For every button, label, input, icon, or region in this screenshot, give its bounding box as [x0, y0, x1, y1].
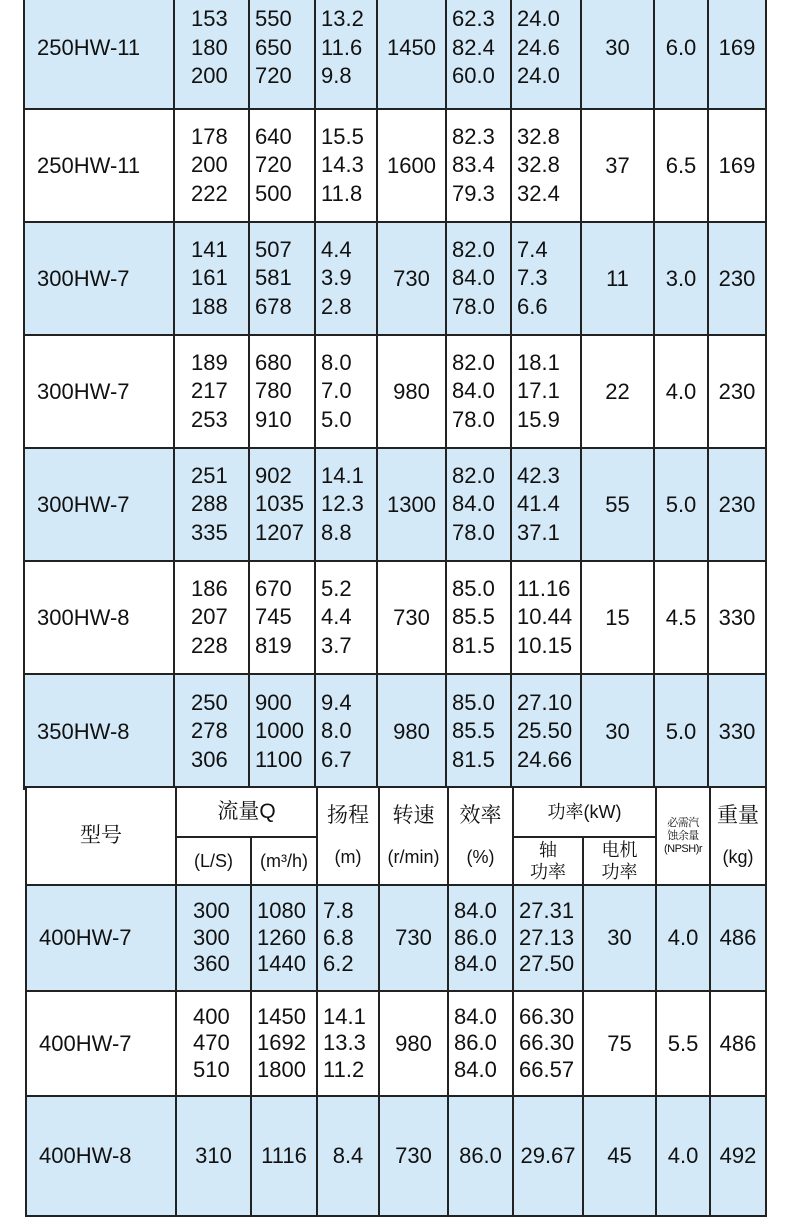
head-cell-value: 13.2: [321, 6, 364, 32]
flow-ls-cell-value: 510: [193, 1056, 230, 1082]
shaft-power-cell-value: 27.31: [519, 898, 575, 924]
npsh-cell: 6.5: [654, 109, 708, 222]
flow-m3h-cell-value: 745: [255, 604, 292, 630]
flow-ls-cell: [174, 561, 249, 674]
npsh-cell: 5.5: [656, 991, 710, 1096]
shaft-power-cell-value: 24.66: [517, 746, 573, 772]
pump-spec-table-bottom: [25, 786, 767, 1217]
efficiency-cell-value: 85.5: [452, 604, 495, 630]
flow-m3h-cell: [249, 674, 315, 789]
shaft-power-cell: [511, 561, 581, 674]
weight-cell: 230: [708, 222, 766, 335]
efficiency-cell: [448, 1096, 513, 1216]
head-cell-value: 4.4: [321, 604, 352, 630]
shaft-power-cell-value: 32.4: [517, 180, 560, 206]
flow-m3h-cell: [249, 448, 315, 561]
flow-m3h-cell: [251, 1096, 317, 1216]
shaft-power-cell-value: 32.8: [517, 123, 560, 149]
npsh-cell: 3.0: [654, 222, 708, 335]
shaft-power-cell: [511, 222, 581, 335]
header-flow-ls: (L/S): [176, 837, 251, 885]
head-cell: [317, 885, 379, 991]
flow-ls-cell-value: 278: [191, 718, 228, 744]
flow-m3h-cell-value: 720: [255, 63, 292, 89]
flow-ls-cell-value: 178: [191, 123, 228, 149]
speed-cell: 980: [377, 335, 446, 448]
shaft-power-cell: [511, 0, 581, 109]
table-row: [26, 885, 766, 991]
model-cell: 400HW-8: [26, 1096, 176, 1216]
shaft-power-cell-value: 10.15: [517, 632, 573, 658]
flow-m3h-cell-value: 819: [255, 632, 292, 658]
shaft-power-cell-value: 18.1: [517, 349, 560, 375]
model-cell: 300HW-7: [24, 222, 174, 335]
head-cell-value: 15.5: [321, 123, 364, 149]
efficiency-cell-value: 82.4: [452, 34, 495, 60]
flow-ls-cell-value: 306: [191, 746, 228, 772]
flow-m3h-cell-value: 900: [255, 689, 292, 715]
efficiency-cell: [446, 222, 511, 335]
shaft-power-cell-value: 6.6: [517, 293, 548, 319]
weight-cell: 169: [708, 0, 766, 109]
efficiency-cell: [448, 991, 513, 1096]
flow-m3h-cell-value: 1692: [257, 1030, 306, 1056]
head-cell-value: 8.0: [321, 349, 352, 375]
flow-m3h-cell-value: 1450: [257, 1003, 306, 1029]
shaft-power-cell-value: 17.1: [517, 378, 560, 404]
efficiency-cell: [446, 674, 511, 789]
header-npsh-2: 蚀余量: [667, 829, 699, 842]
header-shaft-power: [513, 837, 583, 885]
head-cell-value: 6.2: [323, 951, 354, 977]
head-cell-value: 11.6: [321, 34, 363, 60]
flow-m3h-cell-value: 902: [255, 462, 292, 488]
table-row: [26, 991, 766, 1096]
speed-cell: 980: [379, 991, 448, 1096]
table-row: [26, 1096, 766, 1216]
motor-power-cell: 30: [583, 885, 656, 991]
header-flow-m3h: (m³/h): [251, 837, 317, 885]
head-cell: [315, 109, 377, 222]
shaft-power-cell-value: 24.0: [517, 63, 560, 89]
shaft-power-cell-value: 25.50: [517, 718, 573, 744]
flow-ls-cell-value: 153: [191, 6, 228, 32]
flow-ls-cell-value: 189: [191, 349, 228, 375]
table-row: [24, 222, 766, 335]
header-shaft-1: 轴: [539, 840, 557, 860]
table-row: [24, 561, 766, 674]
efficiency-cell-value: 85.5: [452, 718, 495, 744]
table-header: [26, 787, 766, 885]
efficiency-cell-value: 81.5: [452, 632, 495, 658]
shaft-power-cell-value: 27.13: [519, 924, 575, 950]
flow-ls-cell: [174, 222, 249, 335]
efficiency-cell-value: 82.3: [452, 123, 495, 149]
efficiency-cell-value: 83.4: [452, 152, 495, 178]
flow-ls-cell-value: 222: [191, 180, 228, 206]
head-cell-value: 7.8: [323, 898, 354, 924]
motor-power-cell: 11: [581, 222, 654, 335]
head-cell-value: 9.8: [321, 63, 352, 89]
pump-spec-table-top: [23, 0, 767, 790]
weight-cell: 486: [710, 885, 766, 991]
efficiency-cell-value: 82.0: [452, 462, 495, 488]
shaft-power-cell-value: 37.1: [517, 519, 560, 545]
flow-m3h-cell: [251, 885, 317, 991]
head-cell-value: 6.7: [321, 746, 352, 772]
efficiency-cell-value: 79.3: [452, 180, 495, 206]
flow-ls-cell-value: 200: [191, 63, 228, 89]
table-row: [24, 674, 766, 789]
header-model: 型号: [26, 787, 176, 885]
head-cell-value: 8.0: [321, 718, 352, 744]
header-motor-power: [583, 837, 656, 885]
efficiency-cell-value: 81.5: [452, 746, 495, 772]
efficiency-cell-value: 84.0: [454, 951, 497, 977]
flow-ls-cell-value: 161: [191, 265, 228, 291]
flow-m3h-cell-value: 1116: [261, 1143, 307, 1168]
model-cell: 250HW-11: [24, 109, 174, 222]
shaft-power-cell-value: 41.4: [517, 491, 560, 517]
flow-m3h-cell-value: 678: [255, 293, 292, 319]
flow-ls-cell-value: 335: [191, 519, 228, 545]
head-cell-value: 14.1: [323, 1003, 366, 1029]
shaft-power-cell: [513, 1096, 583, 1216]
flow-ls-cell: [174, 674, 249, 789]
npsh-cell: 4.5: [654, 561, 708, 674]
shaft-power-cell-value: 10.44: [517, 604, 573, 630]
weight-cell: 330: [708, 561, 766, 674]
flow-ls-cell: [174, 335, 249, 448]
model-cell: 400HW-7: [26, 885, 176, 991]
header-head-label: 扬程: [327, 804, 369, 827]
head-cell-value: 11.2: [323, 1056, 365, 1082]
head-cell: [315, 674, 377, 789]
flow-ls-cell: [176, 991, 251, 1096]
shaft-power-cell-value: 27.50: [519, 951, 575, 977]
flow-ls-cell-value: 310: [195, 1143, 232, 1168]
header-speed: [379, 787, 448, 885]
head-cell: [317, 1096, 379, 1216]
model-cell: 250HW-11: [24, 0, 174, 109]
shaft-power-cell-value: 24.0: [517, 6, 560, 32]
speed-cell: 730: [377, 222, 446, 335]
shaft-power-cell-value: 24.6: [517, 34, 560, 60]
head-cell: [315, 0, 377, 109]
header-weight: [710, 787, 766, 885]
shaft-power-cell-value: 66.30: [519, 1030, 575, 1056]
flow-ls-cell-value: 250: [191, 689, 228, 715]
shaft-power-cell-value: 29.67: [520, 1143, 576, 1168]
flow-ls-cell-value: 288: [191, 491, 228, 517]
speed-cell: 1450: [377, 0, 446, 109]
flow-ls-cell-value: 300: [193, 924, 230, 950]
header-eff-label: 效率: [459, 804, 502, 827]
head-cell-value: 8.8: [321, 519, 352, 545]
efficiency-cell-value: 62.3: [452, 6, 495, 32]
flow-ls-cell-value: 217: [191, 378, 228, 404]
flow-m3h-cell: [251, 991, 317, 1096]
shaft-power-cell-value: 7.4: [517, 236, 548, 262]
npsh-cell: 4.0: [654, 335, 708, 448]
weight-cell: 169: [708, 109, 766, 222]
efficiency-cell: [446, 448, 511, 561]
efficiency-cell-value: 84.0: [454, 898, 497, 924]
flow-m3h-cell: [249, 222, 315, 335]
header-speed-unit: (r/min): [387, 847, 440, 867]
efficiency-cell-value: 84.0: [454, 1056, 497, 1082]
head-cell-value: 3.7: [321, 632, 352, 658]
header-npsh-3: (NPSH)r: [663, 842, 703, 855]
flow-ls-cell-value: 186: [191, 575, 228, 601]
head-cell-value: 13.3: [323, 1030, 366, 1056]
flow-m3h-cell-value: 1080: [257, 898, 306, 924]
header-npsh: [656, 787, 710, 885]
speed-cell: 730: [379, 1096, 448, 1216]
flow-ls-cell-value: 300: [193, 898, 230, 924]
flow-ls-cell: [174, 448, 249, 561]
efficiency-cell-value: 86.0: [454, 1030, 497, 1056]
flow-m3h-cell-value: 500: [255, 180, 292, 206]
efficiency-cell-value: 86.0: [454, 924, 497, 950]
flow-ls-cell-value: 360: [193, 951, 230, 977]
table-row: [24, 109, 766, 222]
motor-power-cell: 45: [583, 1096, 656, 1216]
motor-power-cell: 22: [581, 335, 654, 448]
shaft-power-cell: [511, 674, 581, 789]
flow-ls-cell-value: 180: [191, 34, 228, 60]
efficiency-cell-value: 84.0: [452, 378, 495, 404]
motor-power-cell: 15: [581, 561, 654, 674]
flow-m3h-cell-value: 780: [255, 378, 292, 404]
weight-cell: 330: [708, 674, 766, 789]
efficiency-cell-value: 78.0: [452, 293, 495, 319]
weight-cell: 230: [708, 335, 766, 448]
efficiency-cell-value: 78.0: [452, 406, 495, 432]
table-row: [24, 0, 766, 109]
shaft-power-cell: [513, 885, 583, 991]
head-cell-value: 14.3: [321, 152, 364, 178]
motor-power-cell: 30: [581, 674, 654, 789]
speed-cell: 730: [377, 561, 446, 674]
flow-ls-cell-value: 470: [193, 1030, 230, 1056]
header-npsh-1: 必需汽: [667, 816, 699, 829]
npsh-cell: 5.0: [654, 448, 708, 561]
efficiency-cell-value: 84.0: [452, 491, 495, 517]
flow-m3h-cell-value: 1207: [255, 519, 304, 545]
motor-power-cell: 75: [583, 991, 656, 1096]
flow-m3h-cell-value: 1035: [255, 491, 304, 517]
header-weight-unit: (kg): [722, 847, 754, 867]
efficiency-cell-value: 84.0: [452, 265, 495, 291]
efficiency-cell: [446, 0, 511, 109]
header-shaft-2: 功率: [530, 862, 566, 882]
head-cell-value: 8.4: [332, 1143, 364, 1168]
head-cell: [315, 448, 377, 561]
model-cell: 350HW-8: [24, 674, 174, 789]
speed-cell: 980: [377, 674, 446, 789]
flow-m3h-cell-value: 910: [255, 406, 292, 432]
flow-m3h-cell: [249, 109, 315, 222]
efficiency-cell-value: 86.0: [459, 1143, 502, 1168]
flow-m3h-cell-value: 670: [255, 575, 292, 601]
flow-m3h-cell: [249, 335, 315, 448]
table-bottom-body: [26, 885, 766, 1216]
model-cell: 300HW-7: [24, 448, 174, 561]
model-cell: 300HW-7: [24, 335, 174, 448]
flow-m3h-cell-value: 680: [255, 349, 292, 375]
flow-m3h-cell-value: 1800: [257, 1056, 306, 1082]
weight-cell: 492: [710, 1096, 766, 1216]
table-row: [24, 448, 766, 561]
flow-m3h-cell-value: 640: [255, 123, 292, 149]
head-cell: [315, 561, 377, 674]
speed-cell: 1300: [377, 448, 446, 561]
shaft-power-cell-value: 42.3: [517, 462, 560, 488]
header-weight-label: 重量: [717, 804, 760, 827]
weight-cell: 486: [710, 991, 766, 1096]
motor-power-cell: 30: [581, 0, 654, 109]
weight-cell: 230: [708, 448, 766, 561]
efficiency-cell-value: 84.0: [454, 1003, 497, 1029]
shaft-power-cell-value: 11.16: [517, 575, 571, 601]
head-cell: [315, 335, 377, 448]
header-power: 功率(kW): [513, 787, 656, 837]
flow-ls-cell-value: 141: [191, 236, 228, 262]
table-row: [24, 335, 766, 448]
head-cell-value: 12.3: [321, 491, 364, 517]
header-motor-1: 电机: [601, 840, 638, 860]
flow-m3h-cell-value: 650: [255, 34, 292, 60]
npsh-cell: 4.0: [656, 1096, 710, 1216]
flow-ls-cell-value: 200: [191, 152, 228, 178]
flow-ls-cell-value: 207: [191, 604, 228, 630]
shaft-power-cell: [511, 109, 581, 222]
motor-power-cell: 55: [581, 448, 654, 561]
efficiency-cell-value: 60.0: [452, 63, 495, 89]
flow-ls-cell-value: 188: [191, 293, 228, 319]
flow-m3h-cell-value: 581: [255, 265, 292, 291]
header-flow: 流量Q: [176, 787, 317, 837]
flow-m3h-cell-value: 1440: [257, 951, 306, 977]
flow-m3h-cell-value: 1260: [257, 924, 306, 950]
flow-m3h-cell-value: 720: [255, 152, 292, 178]
flow-ls-cell: [174, 0, 249, 109]
efficiency-cell: [446, 335, 511, 448]
flow-m3h-cell-value: 1000: [255, 718, 304, 744]
shaft-power-cell: [511, 335, 581, 448]
header-head: [317, 787, 379, 885]
flow-ls-cell-value: 251: [191, 462, 228, 488]
efficiency-cell-value: 85.0: [452, 689, 495, 715]
flow-m3h-cell: [249, 0, 315, 109]
speed-cell: 730: [379, 885, 448, 991]
efficiency-cell-value: 82.0: [452, 236, 495, 262]
flow-ls-cell: [176, 885, 251, 991]
head-cell-value: 5.0: [321, 406, 352, 432]
speed-cell: 1600: [377, 109, 446, 222]
head-cell-value: 6.8: [323, 924, 354, 950]
flow-ls-cell-value: 253: [191, 406, 228, 432]
head-cell: [317, 991, 379, 1096]
shaft-power-cell: [511, 448, 581, 561]
shaft-power-cell-value: 15.9: [517, 406, 560, 432]
header-motor-2: 功率: [601, 862, 638, 882]
flow-m3h-cell: [249, 561, 315, 674]
shaft-power-cell-value: 66.30: [519, 1003, 575, 1029]
flow-ls-cell-value: 228: [191, 632, 228, 658]
efficiency-cell: [448, 885, 513, 991]
shaft-power-cell-value: 7.3: [517, 265, 548, 291]
table-top-body: [24, 0, 766, 789]
head-cell-value: 4.4: [321, 236, 352, 262]
flow-ls-cell: [174, 109, 249, 222]
npsh-cell: 4.0: [656, 885, 710, 991]
model-cell: 400HW-7: [26, 991, 176, 1096]
npsh-cell: 6.0: [654, 0, 708, 109]
flow-m3h-cell-value: 1100: [255, 746, 303, 772]
efficiency-cell-value: 85.0: [452, 575, 495, 601]
shaft-power-cell-value: 66.57: [519, 1056, 575, 1082]
head-cell-value: 9.4: [321, 689, 352, 715]
flow-ls-cell: [176, 1096, 251, 1216]
shaft-power-cell-value: 27.10: [517, 689, 573, 715]
head-cell: [315, 222, 377, 335]
head-cell-value: 3.9: [321, 265, 352, 291]
head-cell-value: 11.8: [321, 180, 363, 206]
header-eff: [448, 787, 513, 885]
head-cell-value: 5.2: [321, 575, 352, 601]
flow-m3h-cell-value: 507: [255, 236, 292, 262]
header-eff-unit: (%): [466, 847, 495, 867]
head-cell-value: 2.8: [321, 293, 352, 319]
head-cell-value: 7.0: [321, 378, 352, 404]
efficiency-cell-value: 78.0: [452, 519, 495, 545]
npsh-cell: 5.0: [654, 674, 708, 789]
flow-m3h-cell-value: 550: [255, 6, 292, 32]
header-speed-label: 转速: [392, 804, 435, 827]
shaft-power-cell-value: 32.8: [517, 152, 560, 178]
header-head-unit: (m): [334, 847, 362, 867]
flow-ls-cell-value: 400: [193, 1003, 230, 1029]
head-cell-value: 14.1: [321, 462, 364, 488]
efficiency-cell: [446, 561, 511, 674]
efficiency-cell: [446, 109, 511, 222]
shaft-power-cell: [513, 991, 583, 1096]
motor-power-cell: 37: [581, 109, 654, 222]
efficiency-cell-value: 82.0: [452, 349, 495, 375]
model-cell: 300HW-8: [24, 561, 174, 674]
